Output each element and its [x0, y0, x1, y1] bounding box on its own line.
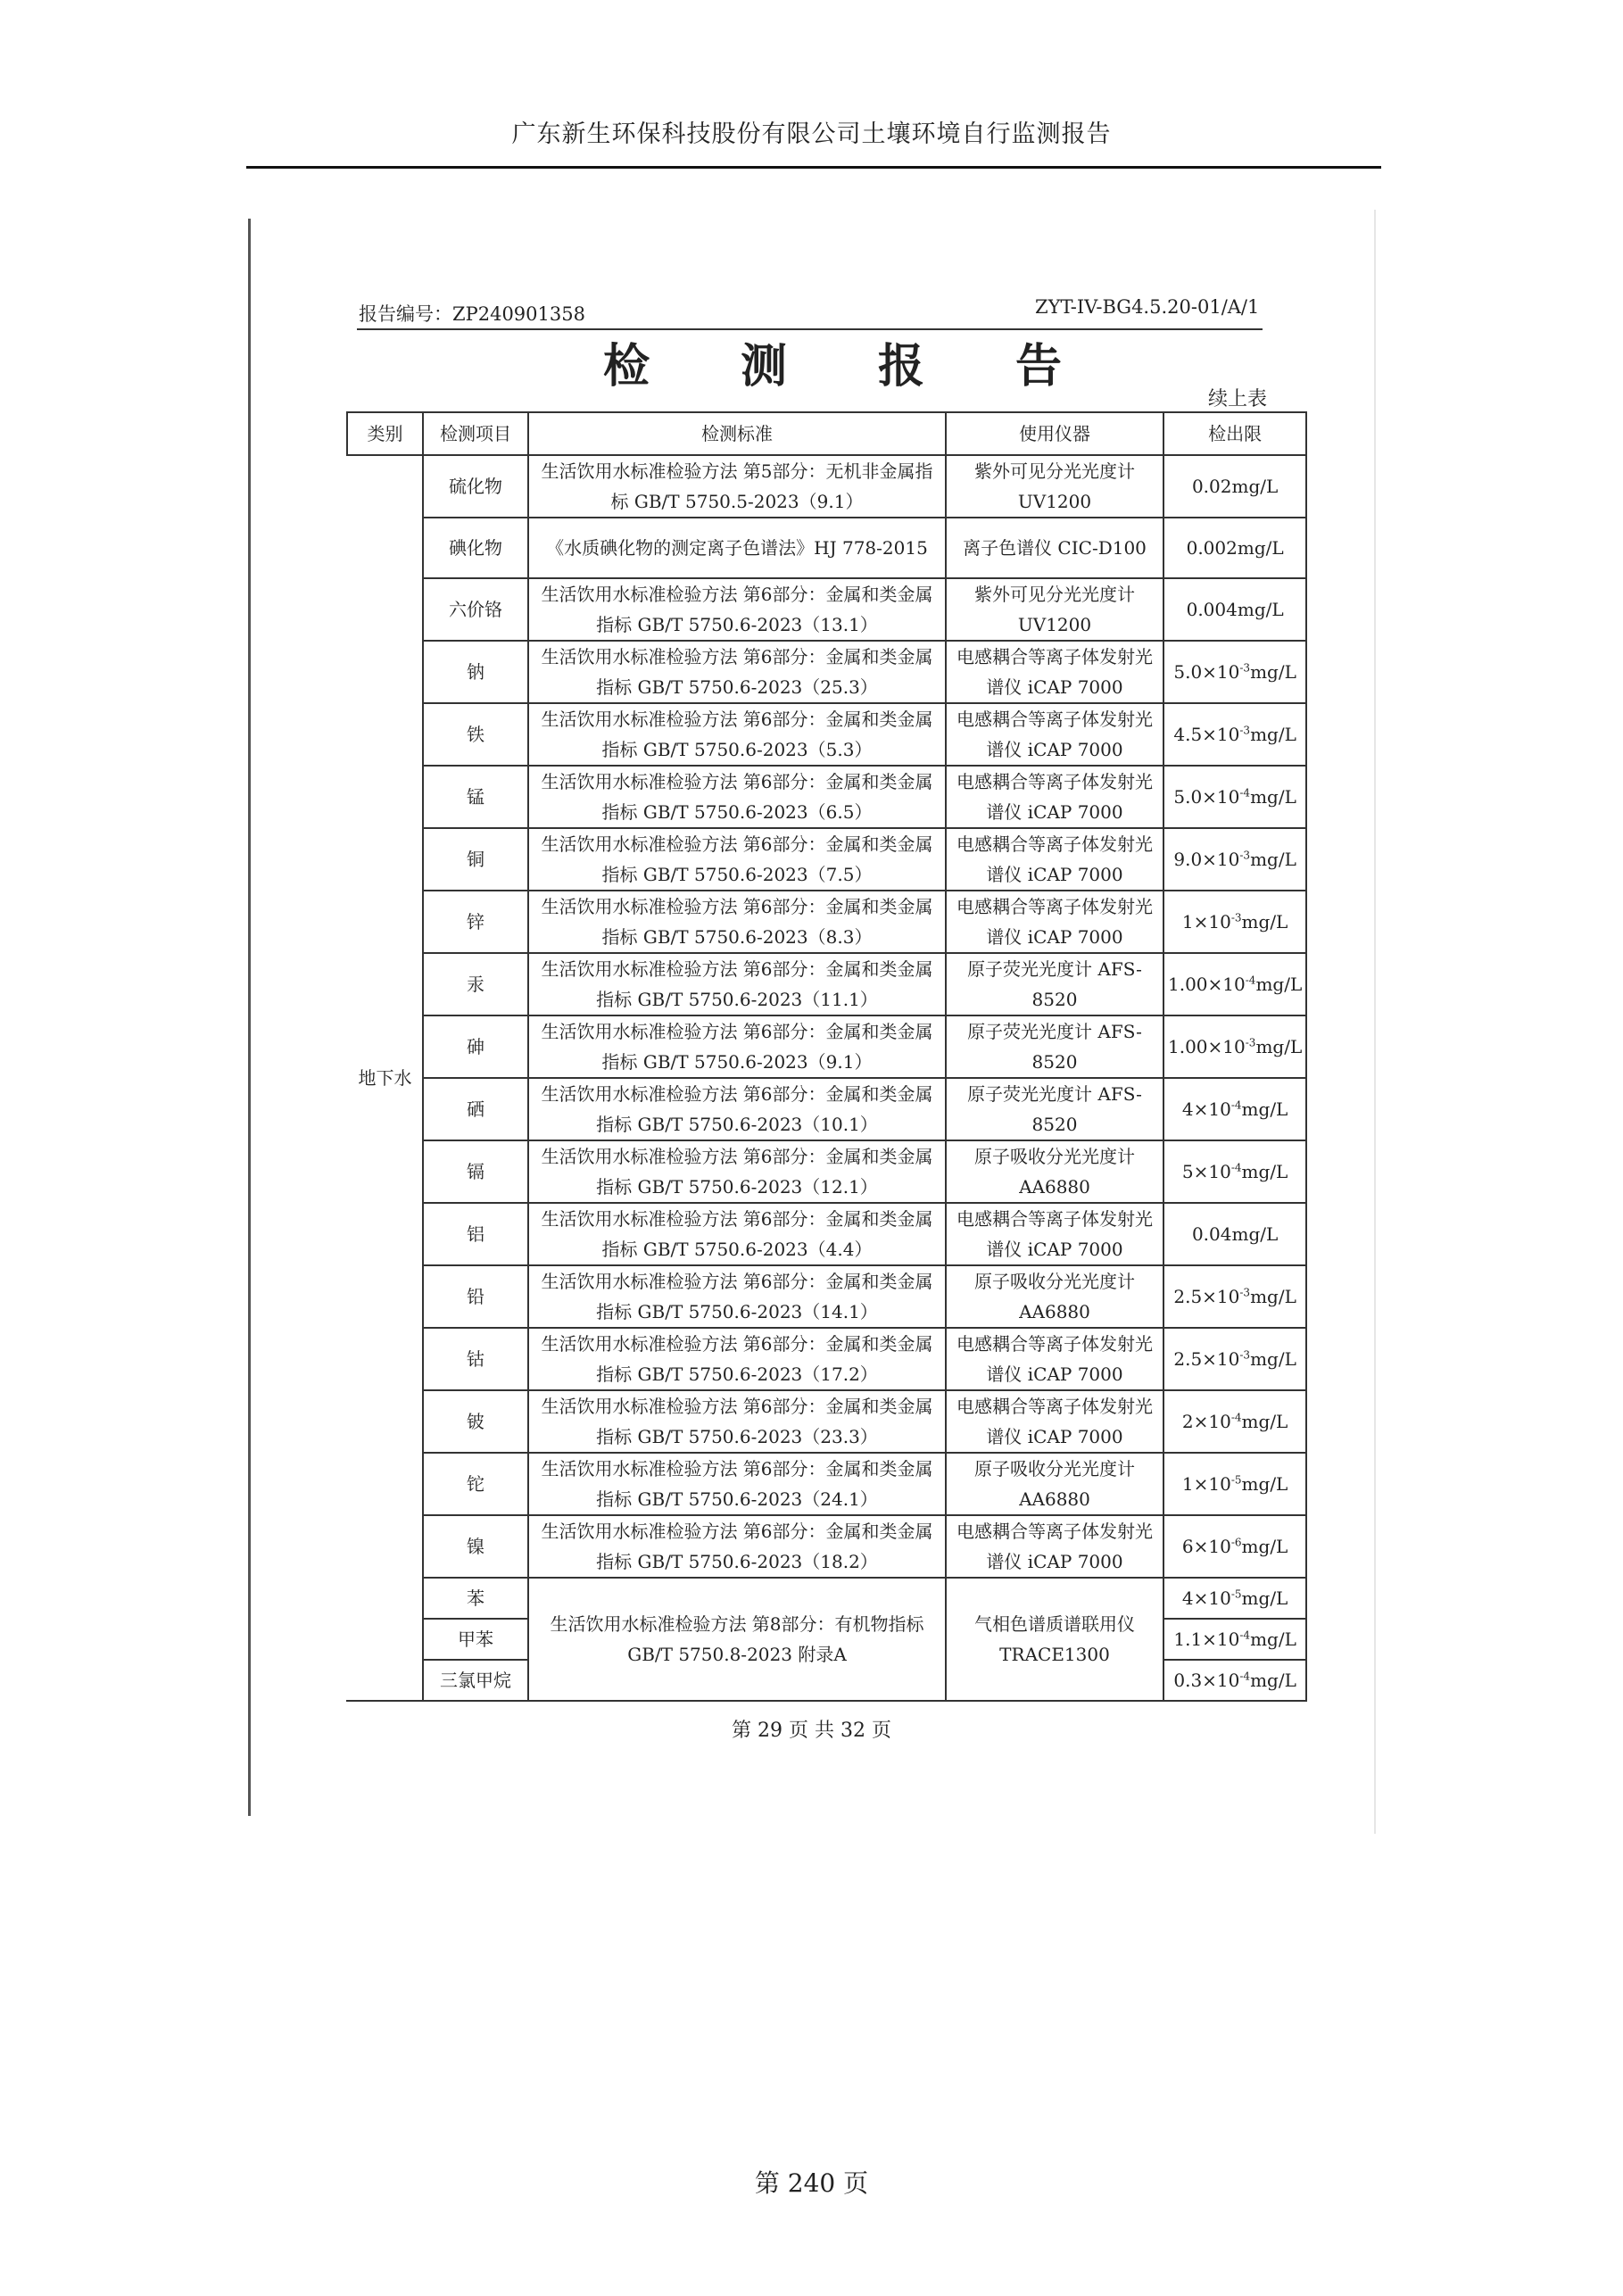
- document-page-number: 第 240 页: [754, 2168, 869, 2198]
- item-cell: 硒: [423, 1078, 528, 1140]
- detection-table: [346, 411, 1307, 1702]
- limit-value: 2.5×10: [1173, 1348, 1240, 1370]
- instrument-cell: 原子吸收分光光度计 AA6880: [946, 1265, 1163, 1328]
- limit-unit: mg/L: [1241, 1098, 1288, 1120]
- instrument-cell: 原子吸收分光光度计 AA6880: [946, 1453, 1163, 1515]
- item-cell: 苯: [423, 1578, 528, 1619]
- limit-value: 0.004mg/L: [1186, 599, 1284, 620]
- item-cell: 铝: [423, 1203, 528, 1265]
- limit-value: 1.00×10: [1168, 1036, 1246, 1057]
- limit-unit: mg/L: [1241, 1536, 1288, 1557]
- instrument-cell: 电感耦合等离子体发射光谱仪 iCAP 7000: [946, 1390, 1163, 1453]
- limit-value: 1.00×10: [1168, 974, 1246, 995]
- item-cell: 锰: [423, 766, 528, 828]
- table-row: [347, 828, 1306, 891]
- table-row: [347, 1078, 1306, 1140]
- limit-cell: [1163, 1328, 1306, 1390]
- limit-value: 4×10: [1181, 1587, 1231, 1609]
- table-row: [347, 518, 1306, 578]
- limit-unit: mg/L: [1250, 1629, 1296, 1650]
- limit-cell: [1163, 828, 1306, 891]
- limit-cell: [1163, 1015, 1306, 1078]
- limit-value: 4×10: [1181, 1098, 1231, 1120]
- standard-cell: 生活饮用水标准检验方法 第6部分：金属和类金属指标 GB/T 5750.6-2023（17.2）: [528, 1328, 946, 1390]
- standard-cell: 生活饮用水标准检验方法 第6部分：金属和类金属指标 GB/T 5750.6-2023（18.2）: [528, 1515, 946, 1578]
- item-cell: 钴: [423, 1328, 528, 1390]
- table-row: [347, 703, 1306, 766]
- standard-cell: 生活饮用水标准检验方法 第6部分：金属和类金属指标 GB/T 5750.6-2023（6.5）: [528, 766, 946, 828]
- report-number: 报告编号：ZP240901358: [359, 303, 585, 325]
- limit-cell: [1163, 455, 1306, 518]
- limit-value: 2×10: [1181, 1411, 1231, 1432]
- limit-exponent: -4: [1239, 786, 1251, 800]
- limit-cell: [1163, 641, 1306, 703]
- limit-exponent: -3: [1239, 724, 1251, 737]
- item-cell: 铜: [423, 828, 528, 891]
- item-cell: 三氯甲烷: [423, 1660, 528, 1701]
- limit-unit: mg/L: [1250, 1348, 1296, 1370]
- limit-exponent: -3: [1239, 1286, 1251, 1299]
- instrument-cell: 电感耦合等离子体发射光谱仪 iCAP 7000: [946, 828, 1163, 891]
- limit-value: 1×10: [1181, 911, 1231, 932]
- limit-unit: mg/L: [1255, 974, 1303, 995]
- scan-edge-left: [248, 219, 251, 1816]
- limit-exponent: -5: [1230, 1473, 1242, 1487]
- instrument-cell: 原子荧光光度计 AFS-8520: [946, 953, 1163, 1015]
- limit-unit: mg/L: [1250, 849, 1296, 870]
- standard-cell: 生活饮用水标准检验方法 第8部分：有机物指标 GB/T 5750.8-2023 附录A: [528, 1578, 946, 1701]
- instrument-cell: 电感耦合等离子体发射光谱仪 iCAP 7000: [946, 766, 1163, 828]
- standard-cell: 生活饮用水标准检验方法 第6部分：金属和类金属指标 GB/T 5750.6-2023（24.1）: [528, 1453, 946, 1515]
- instrument-cell: 原子荧光光度计 AFS-8520: [946, 1015, 1163, 1078]
- limit-exponent: -3: [1239, 661, 1251, 675]
- limit-value: 2.5×10: [1173, 1286, 1240, 1307]
- report-title: 检测报告: [603, 339, 1154, 394]
- table-row: [347, 766, 1306, 828]
- header-item: 检测项目: [423, 412, 528, 455]
- limit-cell: [1163, 1140, 1306, 1203]
- instrument-cell: 气相色谱质谱联用仪 TRACE1300: [946, 1578, 1163, 1701]
- instrument-cell: 电感耦合等离子体发射光谱仪 iCAP 7000: [946, 1515, 1163, 1578]
- continued-label: 续上表: [1208, 388, 1268, 410]
- item-cell: 六价铬: [423, 578, 528, 641]
- standard-cell: 《水质碘化物的测定离子色谱法》HJ 778-2015: [528, 518, 946, 578]
- limit-value: 1×10: [1181, 1473, 1231, 1495]
- limit-value: 0.04mg/L: [1191, 1223, 1279, 1245]
- category-cell: 地下水: [347, 455, 423, 1701]
- header-standard: 检测标准: [528, 412, 946, 455]
- table-row: [347, 455, 1306, 518]
- header-limit: 检出限: [1163, 412, 1306, 455]
- item-cell: 锌: [423, 891, 528, 953]
- limit-cell: [1163, 1078, 1306, 1140]
- limit-cell: [1163, 703, 1306, 766]
- table-row: [347, 1453, 1306, 1515]
- limit-value: 6×10: [1181, 1536, 1231, 1557]
- limit-cell: [1163, 1619, 1306, 1660]
- item-cell: 碘化物: [423, 518, 528, 578]
- form-code: ZYT-IV-BG4.5.20-01/A/1: [1035, 296, 1260, 318]
- limit-exponent: -4: [1239, 1629, 1251, 1642]
- standard-cell: 生活饮用水标准检验方法 第6部分：金属和类金属指标 GB/T 5750.6-2023（13.1）: [528, 578, 946, 641]
- limit-cell: [1163, 518, 1306, 578]
- instrument-cell: 电感耦合等离子体发射光谱仪 iCAP 7000: [946, 1328, 1163, 1390]
- standard-cell: 生活饮用水标准检验方法 第6部分：金属和类金属指标 GB/T 5750.6-2023（11.1）: [528, 953, 946, 1015]
- table-row: [347, 1140, 1306, 1203]
- standard-cell: 生活饮用水标准检验方法 第6部分：金属和类金属指标 GB/T 5750.6-2023（10.1）: [528, 1078, 946, 1140]
- limit-exponent: -4: [1230, 1411, 1242, 1424]
- limit-exponent: -5: [1230, 1587, 1242, 1601]
- table-row: [347, 1390, 1306, 1453]
- standard-cell: 生活饮用水标准检验方法 第5部分：无机非金属指标 GB/T 5750.5-2023（9.1）: [528, 455, 946, 518]
- limit-unit: mg/L: [1250, 661, 1296, 683]
- header-category: 类别: [347, 412, 423, 455]
- limit-exponent: -4: [1245, 974, 1256, 987]
- limit-unit: mg/L: [1250, 786, 1296, 808]
- limit-value: 5.0×10: [1173, 786, 1240, 808]
- standard-cell: 生活饮用水标准检验方法 第6部分：金属和类金属指标 GB/T 5750.6-2023（8.3）: [528, 891, 946, 953]
- item-cell: 铍: [423, 1390, 528, 1453]
- item-cell: 汞: [423, 953, 528, 1015]
- table-row: [347, 1328, 1306, 1390]
- table-row: [347, 641, 1306, 703]
- item-cell: 镉: [423, 1140, 528, 1203]
- limit-unit: mg/L: [1241, 1411, 1288, 1432]
- limit-exponent: -4: [1230, 1098, 1242, 1112]
- standard-cell: 生活饮用水标准检验方法 第6部分：金属和类金属指标 GB/T 5750.6-2023（25.3）: [528, 641, 946, 703]
- limit-value: 1.1×10: [1173, 1629, 1240, 1650]
- item-cell: 铊: [423, 1453, 528, 1515]
- standard-cell: 生活饮用水标准检验方法 第6部分：金属和类金属指标 GB/T 5750.6-2023（9.1）: [528, 1015, 946, 1078]
- limit-unit: mg/L: [1241, 1587, 1288, 1609]
- limit-value: 5×10: [1181, 1161, 1231, 1182]
- header-rule: [246, 166, 1381, 169]
- limit-unit: mg/L: [1250, 1670, 1296, 1691]
- limit-cell: [1163, 1515, 1306, 1578]
- limit-unit: mg/L: [1250, 724, 1296, 745]
- limit-value: 5.0×10: [1173, 661, 1240, 683]
- limit-exponent: -4: [1230, 1161, 1242, 1174]
- table-body: [347, 455, 1306, 1701]
- instrument-cell: 电感耦合等离子体发射光谱仪 iCAP 7000: [946, 891, 1163, 953]
- limit-exponent: -6: [1230, 1536, 1242, 1549]
- limit-cell: [1163, 766, 1306, 828]
- limit-cell: [1163, 1203, 1306, 1265]
- item-cell: 硫化物: [423, 455, 528, 518]
- limit-exponent: -4: [1239, 1670, 1251, 1683]
- report-page-number: 第 29 页 共 32 页: [732, 1720, 891, 1742]
- item-cell: 镍: [423, 1515, 528, 1578]
- standard-cell: 生活饮用水标准检验方法 第6部分：金属和类金属指标 GB/T 5750.6-2023（12.1）: [528, 1140, 946, 1203]
- limit-value: 0.02mg/L: [1191, 476, 1279, 497]
- document-header: 广东新生环保科技股份有限公司土壤环境自行监测报告: [511, 120, 1112, 148]
- item-cell: 钠: [423, 641, 528, 703]
- limit-unit: mg/L: [1255, 1036, 1303, 1057]
- limit-value: 0.002mg/L: [1186, 537, 1284, 559]
- limit-exponent: -3: [1245, 1036, 1256, 1049]
- table-header-row: [347, 412, 1306, 455]
- limit-value: 9.0×10: [1173, 849, 1240, 870]
- limit-cell: [1163, 578, 1306, 641]
- standard-cell: 生活饮用水标准检验方法 第6部分：金属和类金属指标 GB/T 5750.6-2023（5.3）: [528, 703, 946, 766]
- scan-edge-right: [1374, 210, 1376, 1834]
- table-row: [347, 953, 1306, 1015]
- instrument-cell: 离子色谱仪 CIC-D100: [946, 518, 1163, 578]
- instrument-cell: 电感耦合等离子体发射光谱仪 iCAP 7000: [946, 641, 1163, 703]
- limit-cell: [1163, 1453, 1306, 1515]
- limit-unit: mg/L: [1250, 1286, 1296, 1307]
- table-row: [347, 1265, 1306, 1328]
- table-row: [347, 1015, 1306, 1078]
- table-row: [347, 1515, 1306, 1578]
- instrument-cell: 紫外可见分光光度计 UV1200: [946, 578, 1163, 641]
- limit-cell: [1163, 1265, 1306, 1328]
- limit-exponent: -3: [1230, 911, 1242, 924]
- instrument-cell: 电感耦合等离子体发射光谱仪 iCAP 7000: [946, 1203, 1163, 1265]
- standard-cell: 生活饮用水标准检验方法 第6部分：金属和类金属指标 GB/T 5750.6-2023（23.3）: [528, 1390, 946, 1453]
- table-row: [347, 891, 1306, 953]
- limit-unit: mg/L: [1241, 1473, 1288, 1495]
- limit-cell: [1163, 891, 1306, 953]
- item-cell: 铅: [423, 1265, 528, 1328]
- instrument-cell: 电感耦合等离子体发射光谱仪 iCAP 7000: [946, 703, 1163, 766]
- table-row: [347, 578, 1306, 641]
- instrument-cell: 紫外可见分光光度计 UV1200: [946, 455, 1163, 518]
- table-row: [347, 1203, 1306, 1265]
- header-instrument: 使用仪器: [946, 412, 1163, 455]
- table-row: [347, 1578, 1306, 1619]
- instrument-cell: 原子荧光光度计 AFS-8520: [946, 1078, 1163, 1140]
- standard-cell: 生活饮用水标准检验方法 第6部分：金属和类金属指标 GB/T 5750.6-2023（4.4）: [528, 1203, 946, 1265]
- instrument-cell: 原子吸收分光光度计 AA6880: [946, 1140, 1163, 1203]
- limit-cell: [1163, 1578, 1306, 1619]
- item-cell: 铁: [423, 703, 528, 766]
- limit-value: 0.3×10: [1173, 1670, 1240, 1691]
- standard-cell: 生活饮用水标准检验方法 第6部分：金属和类金属指标 GB/T 5750.6-2023（14.1）: [528, 1265, 946, 1328]
- item-cell: 甲苯: [423, 1619, 528, 1660]
- limit-unit: mg/L: [1241, 911, 1288, 932]
- limit-cell: [1163, 953, 1306, 1015]
- limit-unit: mg/L: [1241, 1161, 1288, 1182]
- limit-exponent: -3: [1239, 1348, 1251, 1362]
- item-cell: 砷: [423, 1015, 528, 1078]
- limit-exponent: -3: [1239, 849, 1251, 862]
- limit-value: 4.5×10: [1173, 724, 1240, 745]
- limit-cell: [1163, 1660, 1306, 1701]
- standard-cell: 生活饮用水标准检验方法 第6部分：金属和类金属指标 GB/T 5750.6-2023（7.5）: [528, 828, 946, 891]
- limit-cell: [1163, 1390, 1306, 1453]
